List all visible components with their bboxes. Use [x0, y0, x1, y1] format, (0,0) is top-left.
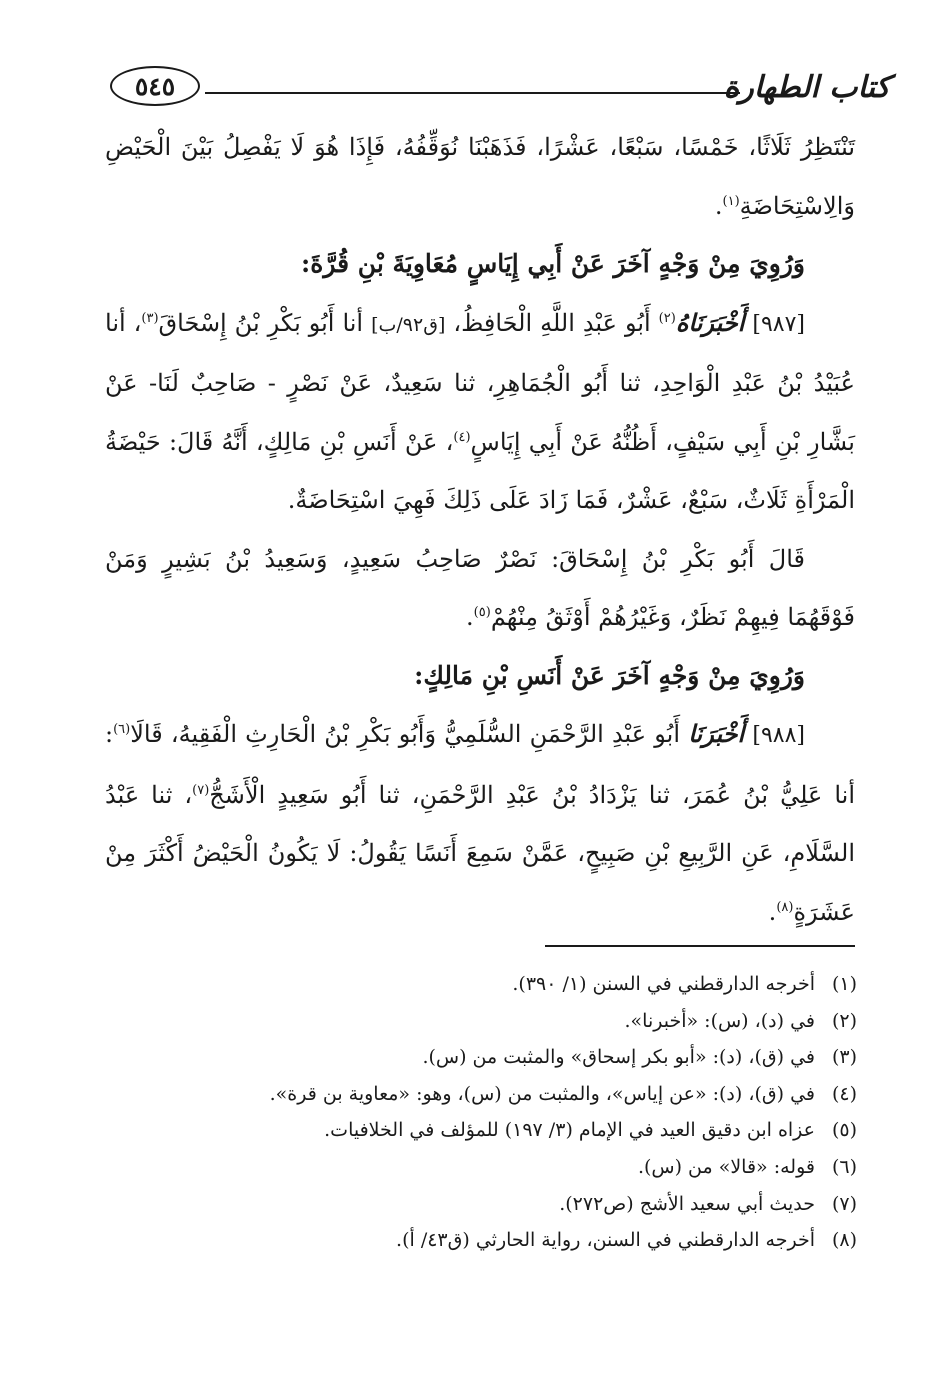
footnote-text: أخرجه الدارقطني في السنن (١/ ٣٩٠).: [512, 973, 815, 995]
paragraph-continuation: تَنْتَظِرُ ثَلَاثًا، خَمْسًا، سَبْعًا، عَشْرًا، فَذَهَبْنَا نُوَقِّفُهُ، فَإِذَا هُوَ لَا يَفْصِلُ بَيْنَ الْحَيْضِ وَالِاسْتِحَاضَةِ$^{(١)}$.: [105, 133, 855, 220]
hadith-number: [٩٨٨]: [752, 723, 805, 748]
footnote-number: (٨): [831, 1229, 857, 1252]
hadith-988: [٩٨٨] أَخْبَرَنَا أَبُو عَبْدِ الرَّحْمَنِ السُّلَمِيُّ وَأَبُو بَكْرِ بْنُ الْحَارِثِ الْفَقِيهُ، قَالَا$^{(٦)}$: أنا عَلِيُّ بْنُ عُمَرَ، ثنا يَزْدَادُ بْنُ عَبْدِ الرَّحْمَنِ، ثنا أَبُو سَعِيدٍ الْأَشَجُّ$^{(٧)}$، ثنا عَبْدُ السَّلَامِ، عَنِ الرَّبِيعِ بْنِ صَبِيحٍ، عَمَّنْ سَمِعَ أَنَسًا يَقُولُ: لَا يَكُونُ الْحَيْضُ أَكْثَرَ مِنْ عَشَرَةٍ$^{(٨)}$.: [105, 719, 855, 926]
transmission-keyword: أَخْبَرَنَاهُ: [675, 307, 745, 337]
footnote-ref: (٧): [192, 782, 210, 798]
footnote-ref: (١): [722, 193, 740, 209]
footnote-text: في (ق)، (د): «عن إياس»، والمثبت من (س)، وهو: «معاوية بن قرة».: [269, 1082, 815, 1105]
footnote-ref: (٤): [453, 429, 471, 445]
footnote-text: عزاه ابن دقيق العيد في الإمام (٣/ ١٩٧) للمؤلف في الخلافيات.: [324, 1119, 815, 1142]
footnote-text: في (ق)، (د): «أبو بكر إسحاق» والمثبت من (س).: [422, 1046, 815, 1069]
footnote-item: [100, 1076, 857, 1113]
book-title: كتاب الطهارة: [723, 70, 890, 105]
footnote-number: (٢): [831, 1009, 857, 1032]
transmission-keyword: أَخْبَرَنَا: [688, 719, 745, 748]
footnote-item: [100, 1112, 857, 1149]
footnote-text: أخرجه الدارقطني في السنن، رواية الحارثي (ق٤٣/ أ).: [396, 1229, 815, 1252]
footnote-item: [100, 1186, 857, 1223]
page-number: ٥٤٥: [110, 66, 200, 106]
footnotes-list: [100, 966, 857, 1259]
footnote-text: حديث أبي سعيد الأشج (ص٢٧٢).: [559, 1192, 815, 1215]
footnote-item: [100, 1149, 857, 1186]
footnote-ref: (٢): [658, 310, 676, 326]
hadith-987: [٩٨٧] أَخْبَرَنَاهُ$^{(٢)}$ أَبُو عَبْدِ اللَّهِ الْحَافِظُ، [ق٩٢/ب] أنا أَبُو بَكْرِ بْنُ إِسْحَاقَ$^{(٣)}$، أنا عُبَيْدُ بْنُ عَبْدِ الْوَاحِدِ، ثنا أَبُو الْجُمَاهِرِ، ثنا سَعِيدٌ، عَنْ نَصْرٍ - صَاحِبٌ لَنَا- عَنْ بَشَّارِ بْنِ أَبِي سَيْفٍ، أَظُنُّهُ عَنْ أَبِي إِيَاسٍ$^{(٤)}$، عَنْ أَنَسِ بْنِ مَالِكٍ، أَنَّهُ قَالَ: حَيْضَةُ الْمَرْأَةِ ثَلَاثٌ، سَبْعٌ، عَشْرٌ، فَمَا زَادَ عَلَى ذَلِكَ فَهِيَ اسْتِحَاضَةٌ.: [105, 307, 855, 514]
footnote-item: [100, 1222, 857, 1259]
page-header: [110, 62, 890, 122]
footnote-ref: (٥): [473, 605, 491, 620]
footnote-ref: (٣): [141, 310, 159, 326]
header-rule: [205, 92, 740, 94]
footnote-item: [100, 1003, 857, 1040]
section-heading: وَرُوِيَ مِنْ وَجْهٍ آخَرَ عَنْ أَنَسِ بْنِ مَالِكٍ:: [414, 660, 805, 690]
section-heading: وَرُوِيَ مِنْ وَجْهٍ آخَرَ عَنْ أَبِي إِيَاسٍ مُعَاوِيَةَ بْنِ قُرَّةَ:: [301, 249, 805, 278]
footnote-text: في (د)، (س): «أخبرنا».: [624, 1009, 815, 1032]
footnote-item: [100, 1039, 857, 1076]
footnote-item: [100, 966, 857, 1003]
folio-marker: [ق٩٢/ب]: [371, 313, 446, 336]
commentary-paragraph: قَالَ أَبُو بَكْرِ بْنُ إِسْحَاقَ: نَصْرٌ صَاحِبُ سَعِيدٍ، وَسَعِيدُ بْنُ بَشِيرٍ وَمَنْ فَوْقَهُمَا فِيهِمْ نَظَرٌ، وَغَيْرُهُمْ أَوْثَقُ مِنْهُمْ$^{(٥)}$.: [105, 544, 855, 631]
main-text: [105, 118, 855, 941]
hadith-number: [٩٨٧]: [752, 311, 805, 337]
footnote-ref: (٦): [113, 722, 131, 737]
footnote-number: (٥): [831, 1119, 857, 1142]
footnote-number: (٤): [831, 1082, 857, 1105]
footnote-number: (١): [831, 973, 857, 995]
footnote-divider: [545, 945, 855, 947]
footnote-number: (٧): [831, 1192, 857, 1215]
footnote-number: (٣): [831, 1046, 857, 1069]
footnote-text: قوله: «قالا» من (س).: [637, 1155, 815, 1178]
footnote-ref: (٨): [776, 899, 794, 915]
footnote-number: (٦): [831, 1155, 857, 1178]
